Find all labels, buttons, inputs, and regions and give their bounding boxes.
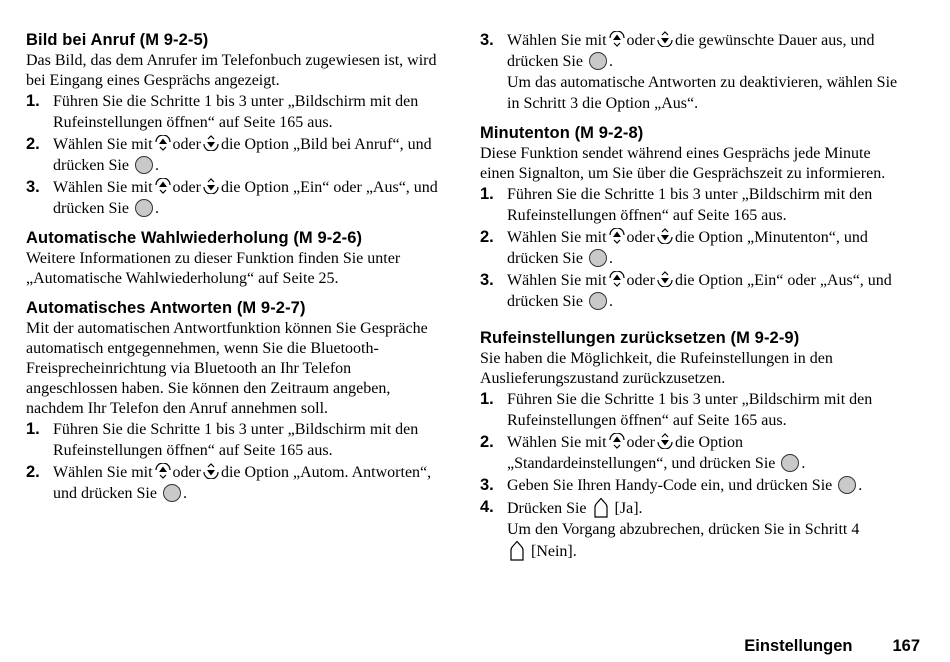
center-select-key-icon	[135, 199, 153, 217]
section-heading: Automatische Wahlwiederholung (M 9-2-6)	[26, 229, 363, 247]
center-select-key-icon	[781, 454, 799, 472]
left-soft-key-icon	[593, 497, 609, 518]
right-column	[480, 30, 900, 571]
navigation-down-key-icon	[657, 228, 673, 244]
navigation-down-key-icon	[657, 31, 673, 47]
left-soft-key-icon	[509, 540, 525, 561]
center-select-key-icon	[135, 156, 153, 174]
step-2: 2. Wählen Sie mit oder die Option „Bild bei Anruf“, und drücken Sie .	[26, 135, 432, 174]
section-intro: Das Bild, das dem Anrufer im Telefonbuch zugewiesen ist, wird bei Eingang eines Gesprächs angezeigt.	[26, 52, 437, 89]
center-select-key-icon	[589, 292, 607, 310]
section-bild-bei-anruf	[26, 30, 442, 219]
navigation-up-key-icon	[609, 31, 625, 47]
step-2: 2. Wählen Sie mit oder die Option „Minutenton“, und drücken Sie .	[480, 228, 868, 267]
step-1: 1. Führen Sie die Schritte 1 bis 3 unter „Bildschirm mit den Rufeinstellungen öffnen“ auf Seite 165 aus.	[480, 185, 873, 224]
section-heading: Rufeinstellungen zurücksetzen (M 9-2-9)	[480, 329, 800, 347]
step-list	[26, 91, 442, 219]
step-list	[480, 389, 900, 562]
section-intro: Sie haben die Möglichkeit, die Rufeinstellungen in den Auslieferungszustand zurückzusetzen.	[480, 350, 833, 387]
chapter-title: Einstellungen	[744, 637, 853, 655]
section-automatische-wahlwiederholung	[26, 228, 442, 289]
navigation-down-key-icon	[657, 271, 673, 287]
step-2: 2. Wählen Sie mit oder die Option „Standardeinstellungen“, und drücken Sie .	[480, 433, 806, 472]
step-list	[26, 419, 442, 504]
section-heading: Minutenton (M 9-2-8)	[480, 124, 644, 142]
center-select-key-icon	[589, 52, 607, 70]
section-intro: Weitere Informationen zu dieser Funktion finden Sie unter „Automatische Wahlwiederholung“ auf Seite 25.	[26, 250, 401, 287]
section-rufeinstellungen-zuruecksetzen	[480, 328, 900, 562]
left-column	[26, 30, 442, 513]
section-heading: Bild bei Anruf (M 9-2-5)	[26, 31, 209, 49]
navigation-up-key-icon	[609, 433, 625, 449]
step-1: 1. Führen Sie die Schritte 1 bis 3 unter „Bildschirm mit den Rufeinstellungen öffnen“ auf Seite 165 aus.	[26, 92, 419, 131]
step-list	[480, 30, 900, 114]
step-3: 3. Wählen Sie mit oder die Option „Ein“ oder „Aus“, und drücken Sie .	[26, 178, 438, 217]
center-select-key-icon	[163, 484, 181, 502]
section-heading: Automatisches Antworten (M 9-2-7)	[26, 299, 306, 317]
navigation-up-key-icon	[155, 178, 171, 194]
step-2: 2. Wählen Sie mit oder die Option „Autom. Antworten“, und drücken Sie .	[26, 463, 432, 502]
navigation-up-key-icon	[155, 463, 171, 479]
navigation-up-key-icon	[609, 228, 625, 244]
step-3: 3. Wählen Sie mit oder die gewünschte Dauer aus, und drücken Sie . Um das automatische Antworten zu deaktivieren, wählen Sie in Schritt 3 die Option „Aus“.	[480, 30, 900, 114]
step-3: 3. Wählen Sie mit oder die Option „Ein“ oder „Aus“, und drücken Sie .	[480, 271, 892, 310]
section-automatisches-antworten-continued	[480, 30, 900, 114]
navigation-down-key-icon	[203, 463, 219, 479]
step-1: 1. Führen Sie die Schritte 1 bis 3 unter „Bildschirm mit den Rufeinstellungen öffnen“ auf Seite 165 aus.	[480, 390, 873, 429]
step-note: Um das automatische Antworten zu deaktivieren, wählen Sie in Schritt 3 die Option „Aus“.	[507, 74, 898, 112]
navigation-up-key-icon	[609, 271, 625, 287]
step-3: 3. Geben Sie Ihren Handy-Code ein, und drücken Sie .	[480, 476, 863, 494]
navigation-down-key-icon	[203, 135, 219, 151]
center-select-key-icon	[589, 249, 607, 267]
step-1: 1. Führen Sie die Schritte 1 bis 3 unter „Bildschirm mit den Rufeinstellungen öffnen“ auf Seite 165 aus.	[26, 420, 419, 459]
step-list	[480, 184, 900, 312]
page-number: 167	[892, 637, 920, 655]
center-select-key-icon	[838, 476, 856, 494]
section-intro: Diese Funktion sendet während eines Gesprächs jede Minute einen Signalton, um Sie über die Gesprächszeit zu informieren.	[480, 145, 886, 182]
navigation-down-key-icon	[657, 433, 673, 449]
navigation-down-key-icon	[203, 178, 219, 194]
section-minutenton	[480, 123, 900, 312]
step-4: 4. Drücken Sie [Ja]. Um den Vorgang abzubrechen, drücken Sie in Schritt 4 [Nein].	[480, 497, 900, 562]
section-intro: Mit der automatischen Antwortfunktion können Sie Gespräche automatisch entgegennehmen, wenn Sie die Bluetooth-Freisprecheinrichtung via Bluetooth an Ihr Telefon angeschlossen haben. Sie können den Zeitraum angeben, nachdem Ihr Telefon den Anruf annehmen soll.	[26, 320, 428, 417]
section-automatisches-antworten	[26, 298, 442, 504]
page-footer	[744, 636, 920, 656]
navigation-up-key-icon	[155, 135, 171, 151]
step-note: Um den Vorgang abzubrechen, drücken Sie in Schritt 4 [Nein].	[507, 521, 860, 560]
